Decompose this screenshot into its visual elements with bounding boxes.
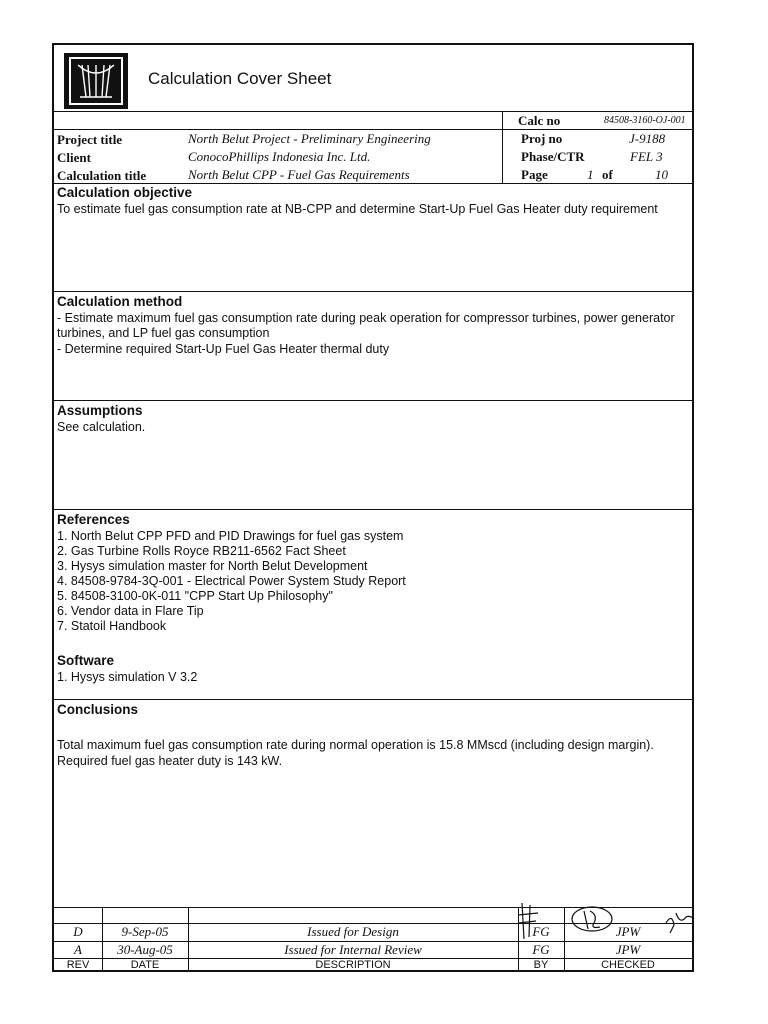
date-header: DATE xyxy=(130,959,160,971)
client-value: ConocoPhillips Indonesia Inc. Ltd. xyxy=(188,149,371,164)
checked-cell: JPW xyxy=(615,924,641,939)
page-title: Calculation Cover Sheet xyxy=(148,69,332,88)
software-text: 1. Hysys simulation V 3.2 xyxy=(57,670,198,684)
calc-title-label: Calculation title xyxy=(57,168,147,183)
signature-checked-icon xyxy=(570,905,700,941)
cover-sheet xyxy=(52,43,694,972)
description-cell: Issued for Design xyxy=(307,924,399,939)
phase-value: FEL 3 xyxy=(630,149,663,164)
references-title: References xyxy=(57,512,130,527)
reference-item: 3. Hysys simulation master for North Belut Development xyxy=(57,559,368,573)
assumptions-title: Assumptions xyxy=(57,403,143,418)
assumptions-text: See calculation. xyxy=(57,420,146,434)
client-label: Client xyxy=(57,150,91,165)
description-cell: Issued for Internal Review xyxy=(284,942,422,957)
reference-item: 4. 84508-9784-3Q-001 - Electrical Power System Study Report xyxy=(57,574,406,588)
conclusion-line: Required fuel gas heater duty is 143 kW. xyxy=(57,754,283,768)
rev-cell: A xyxy=(74,942,82,957)
by-cell: FG xyxy=(532,924,550,939)
by-cell: FG xyxy=(532,942,550,957)
checked-header: CHECKED xyxy=(601,959,655,971)
project-title-label: Project title xyxy=(57,132,123,147)
proj-no-label: Proj no xyxy=(521,131,563,146)
by-header: BY xyxy=(533,959,549,971)
method-line: - Estimate maximum fuel gas consumption rate during peak operation for compressor turbines, power generator xyxy=(57,311,675,325)
calc-no-value: 84508-3160-OJ-001 xyxy=(604,115,686,126)
calc-title-value: North Belut CPP - Fuel Gas Requirements xyxy=(188,167,410,182)
reference-item: 5. 84508-3100-0K-011 "CPP Start Up Philosophy" xyxy=(57,589,333,603)
rev-cell: D xyxy=(73,924,83,939)
of-label: of xyxy=(602,167,613,182)
checked-cell: JPW xyxy=(615,942,641,957)
signature-by-icon xyxy=(516,901,542,943)
conclusions-title: Conclusions xyxy=(57,702,139,717)
reference-item: 2. Gas Turbine Rolls Royce RB211-6562 Fact Sheet xyxy=(57,544,346,558)
calc-no-label: Calc no xyxy=(518,113,561,128)
info-block xyxy=(54,111,692,183)
project-title-value: North Belut Project - Preliminary Engineering xyxy=(188,131,431,146)
software-title: Software xyxy=(57,653,115,668)
date-cell: 30-Aug-05 xyxy=(117,942,173,957)
phase-label: Phase/CTR xyxy=(521,149,585,164)
reference-item: 1. North Belut CPP PFD and PID Drawings for fuel gas system xyxy=(57,529,404,543)
objective-text: To estimate fuel gas consumption rate at NB-CPP and determine Start-Up Fuel Gas Heater duty requirement xyxy=(57,202,658,216)
revision-table xyxy=(54,907,692,972)
method-line: turbines, and LP fuel gas consumption xyxy=(57,326,270,340)
company-logo-icon xyxy=(64,53,128,109)
reference-item: 6. Vendor data in Flare Tip xyxy=(57,604,204,618)
page-total: 10 xyxy=(655,167,668,182)
page-number: 1 xyxy=(587,167,594,182)
method-title: Calculation method xyxy=(57,294,183,309)
conclusion-line: Total maximum fuel gas consumption rate during normal operation is 15.8 MMscd (including design margin). xyxy=(57,738,654,752)
proj-no-value: J-9188 xyxy=(629,131,666,146)
objective-title: Calculation objective xyxy=(57,185,193,200)
description-header: DESCRIPTION xyxy=(315,959,391,971)
reference-item: 7. Statoil Handbook xyxy=(57,619,167,633)
rev-header: REV xyxy=(66,959,90,971)
page-label: Page xyxy=(521,167,548,182)
method-line: - Determine required Start-Up Fuel Gas Heater thermal duty xyxy=(57,342,390,356)
date-cell: 9-Sep-05 xyxy=(121,924,169,939)
